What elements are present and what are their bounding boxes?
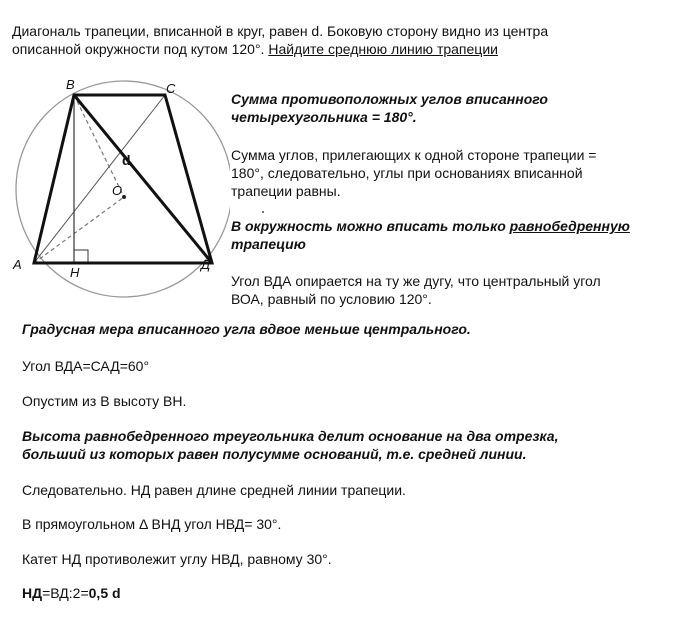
- isosceles-underlined: равнобедренную: [509, 218, 630, 234]
- adjacent-angles-paragraph: [231, 146, 681, 200]
- answer-segment: НД: [22, 585, 43, 601]
- stray-dot: [262, 211, 264, 213]
- label-a: А: [13, 257, 22, 272]
- label-d-diagonal: d: [122, 152, 131, 168]
- height-property-line-2: больший из которых равен полусумме оснований, т.е. средней линии.: [22, 446, 527, 462]
- drop-height-step: Опустим из В высоту ВН.: [22, 393, 187, 409]
- height-property-rule: [22, 427, 687, 463]
- label-b: В: [66, 77, 75, 92]
- rule-line-1: Сумма противоположных углов вписанного: [231, 91, 548, 107]
- label-c: С: [166, 81, 176, 96]
- label-d-vertex: Д: [201, 257, 211, 272]
- label-o: О: [112, 183, 123, 198]
- isosceles-line-2: трапецию: [231, 236, 306, 252]
- problem-question: Найдите среднюю линию трапеции: [268, 41, 498, 57]
- adjacent-line-1: Сумма углов, прилегающих к одной стороне трапеции =: [231, 147, 597, 163]
- height-property-line-1: Высота равнобедренного треугольника делит основание на два отрезка,: [22, 428, 559, 444]
- angle-bda-paragraph: [231, 272, 681, 308]
- answer-formula: =ВД:2=: [42, 585, 89, 601]
- answer-value: 0,5 d: [88, 585, 121, 601]
- trapezoid-figure: [0, 0, 230, 320]
- opposite-leg-step: Катет НД противолежит углу НВД, равному 30°.: [22, 551, 332, 567]
- inscribed-angle-rule: Градусная мера вписанного угла вдвое меньше центрального.: [22, 321, 471, 337]
- label-h: Н: [70, 265, 80, 280]
- adjacent-line-3: трапеции равны.: [231, 183, 341, 199]
- angle-bda-line-1: Угол ВДА опирается на ту же дугу, что центральный угол: [231, 273, 601, 289]
- isosceles-rule: [231, 217, 681, 253]
- conclusion-step: Следовательно. НД равен длине средней линии трапеции.: [22, 482, 406, 498]
- trapezoid-abcd: [34, 95, 212, 263]
- diagonal-bd: [74, 95, 212, 263]
- right-angle-mark: [74, 250, 88, 263]
- isosceles-line-1: [231, 217, 681, 235]
- right-triangle-step: В прямоугольном Δ ВНД угол НВД= 30°.: [22, 516, 282, 532]
- center-point: [122, 195, 126, 199]
- angle-equality: Угол ВДА=САД=60°: [22, 358, 150, 374]
- final-answer: [22, 584, 687, 602]
- problem-line-2-text: описанной окружности под кутом 120°.: [12, 41, 269, 57]
- angle-bda-line-2: ВОА, равный по условию 120°.: [231, 291, 432, 307]
- circumcircle: [16, 81, 230, 297]
- rule-line-2: четырехугольника = 180°.: [231, 109, 417, 125]
- problem-line-1: Диагональ трапеции, вписанной в круг, равен d. Боковую сторону видно из центра: [12, 23, 549, 39]
- isosceles-text: В окружность можно вписать только: [231, 218, 510, 234]
- inscribed-quadrilateral-rule: [231, 90, 681, 126]
- adjacent-line-2: 180°, следовательно, углы при основаниях вписанной: [231, 165, 583, 181]
